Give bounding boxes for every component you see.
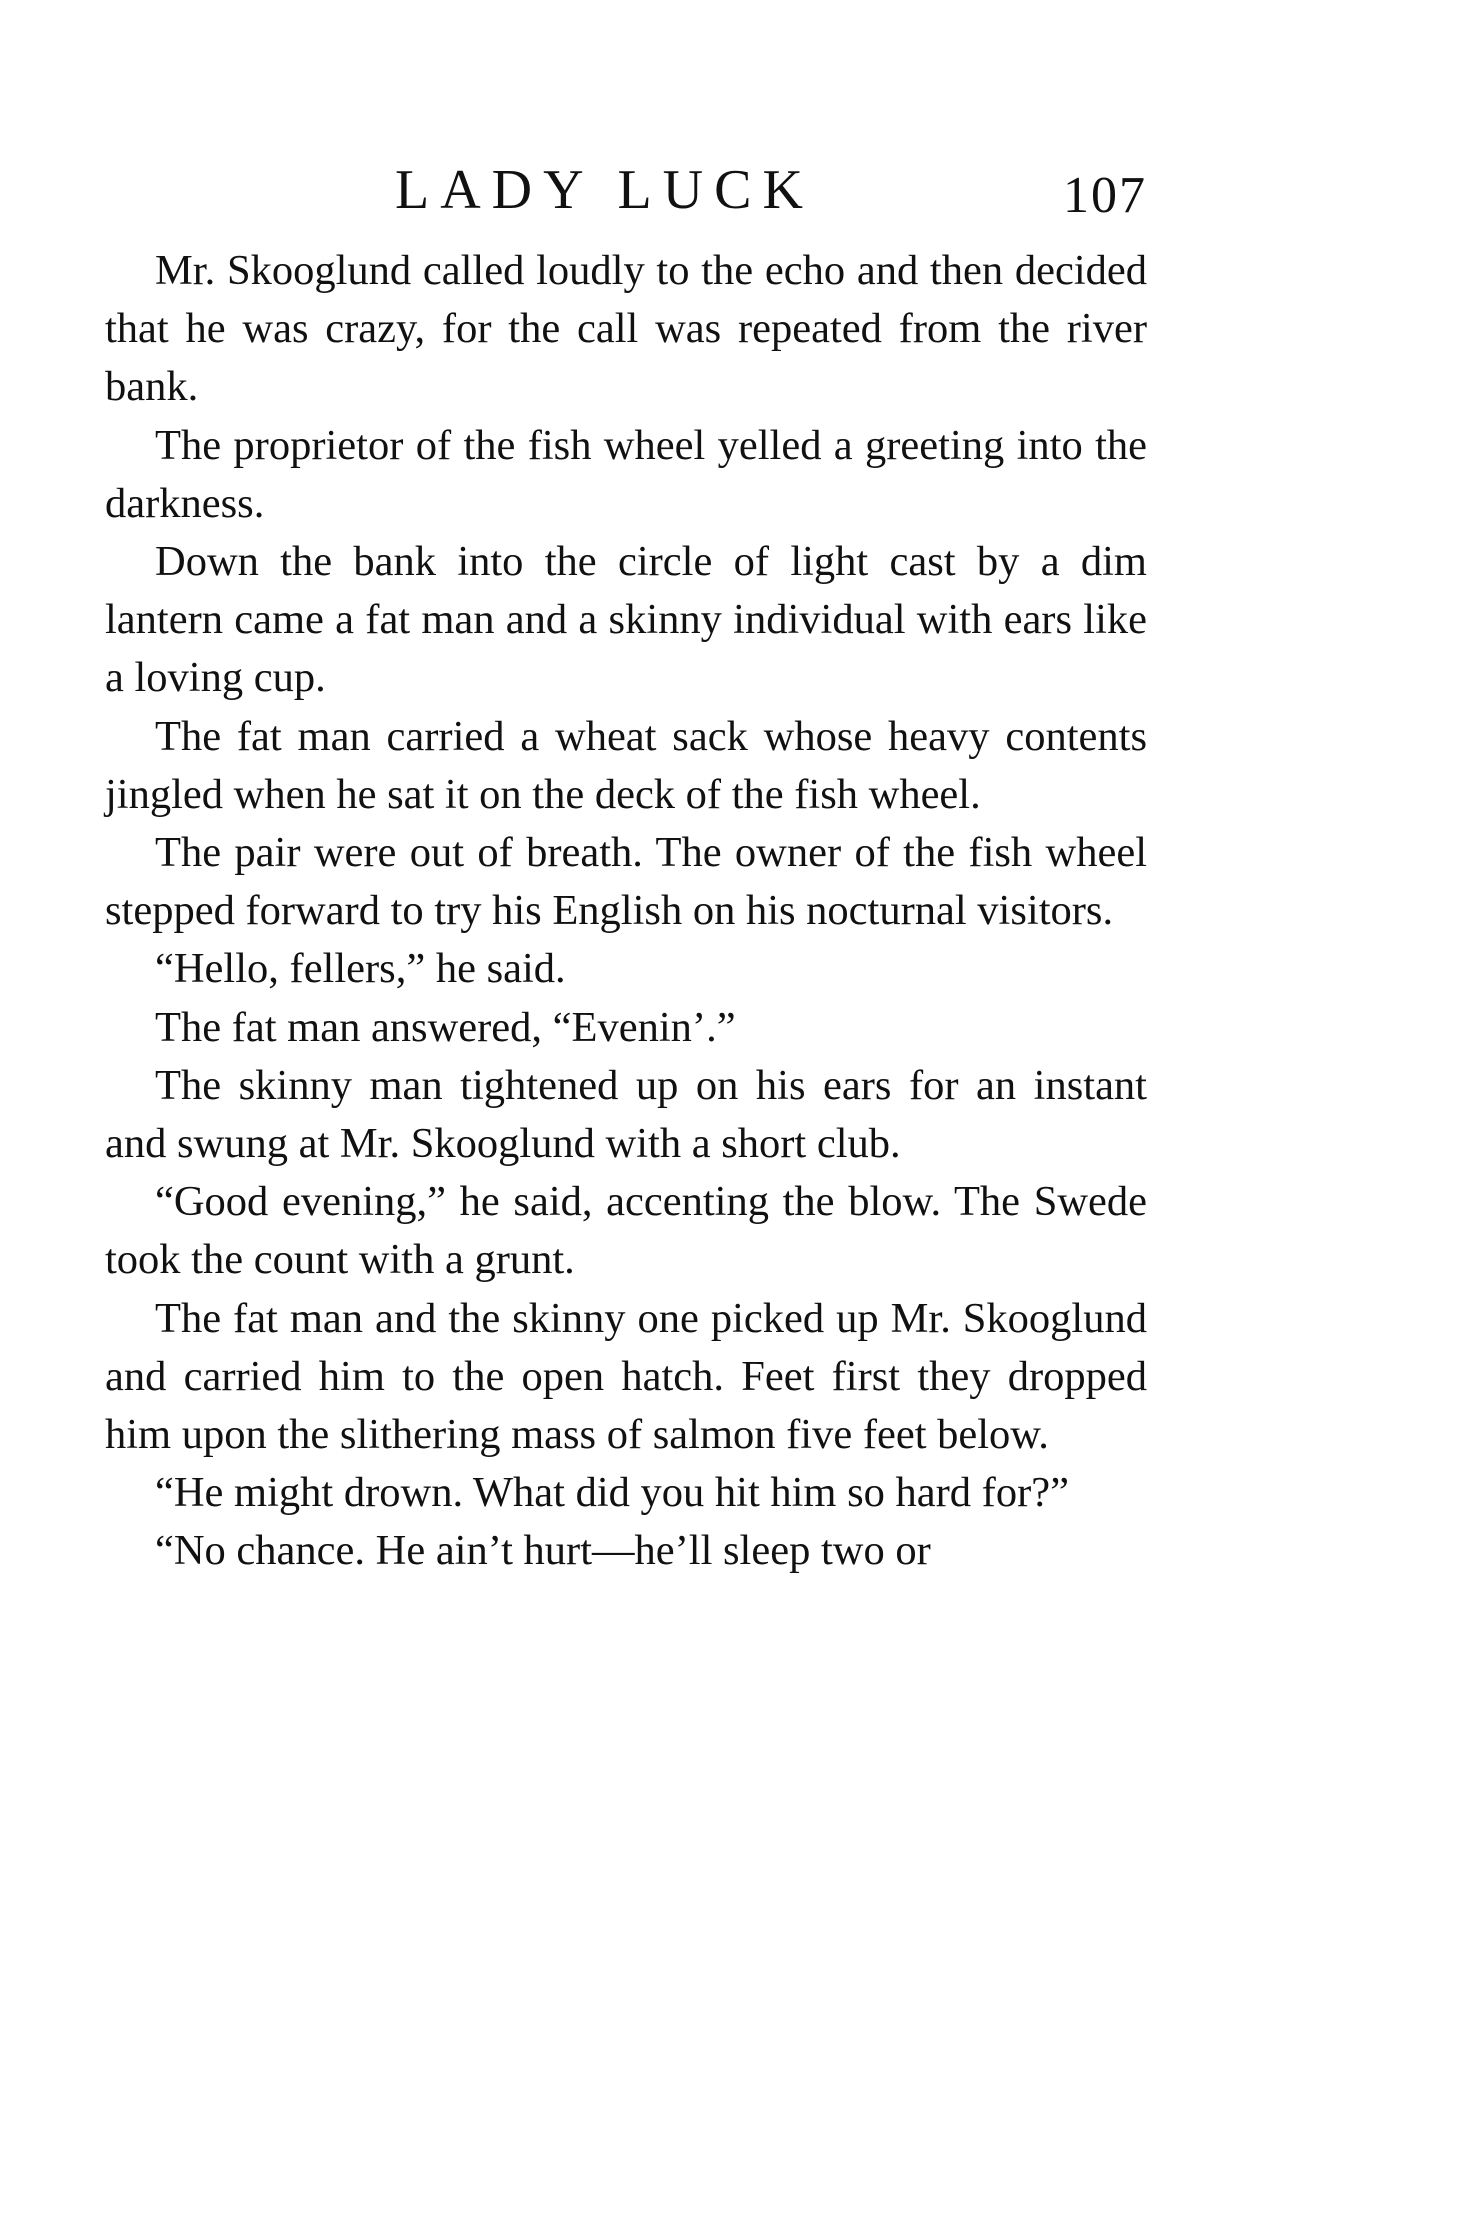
paragraph-1: Mr. Skooglund called loudly to the echo and then decided that he was crazy, for the call was repeated from the river bank. xyxy=(105,247,1147,411)
paragraph-3: Down the bank into the circle of light cast by a dim lantern came a fat man and a skinny individual with ears like a loving cup. xyxy=(105,538,1147,702)
paragraph-7: The fat man answered, “Evenin’.” xyxy=(155,1003,736,1051)
page-number: 107 xyxy=(1063,167,1147,224)
body-text xyxy=(105,242,1147,1581)
paragraph-4: The fat man carried a wheat sack whose heavy contents jingled when he sat it on the deck of the fish wheel. xyxy=(105,712,1147,818)
paragraph-10: The fat man and the skinny one picked up Mr. Skooglund and carried him to the open hatch. Feet first they dropped him upon the slithering mass of salmon five feet below. xyxy=(105,1294,1147,1459)
paragraph-9: “Good evening,” he said, accenting the blow. The Swede took the count with a grunt. xyxy=(105,1178,1147,1284)
running-title: LADY LUCK xyxy=(395,159,814,221)
paragraph-11: “He might drown. What did you hit him so hard for?” xyxy=(155,1469,1069,1517)
paragraph-12: “No chance. He ain’t hurt—he’ll sleep two or xyxy=(155,1527,931,1575)
paragraph-5: The pair were out of breath. The owner of the fish wheel stepped forward to try his English on his nocturnal visitors. xyxy=(105,829,1147,935)
paragraph-2: The proprietor of the fish wheel yelled a greeting into the darkness. xyxy=(105,421,1147,527)
paragraph-8: The skinny man tightened up on his ears for an instant and swung at Mr. Skooglund with a short club. xyxy=(105,1061,1147,1168)
paragraph-6: “Hello, fellers,” he said. xyxy=(155,945,566,993)
running-head xyxy=(105,160,1147,240)
